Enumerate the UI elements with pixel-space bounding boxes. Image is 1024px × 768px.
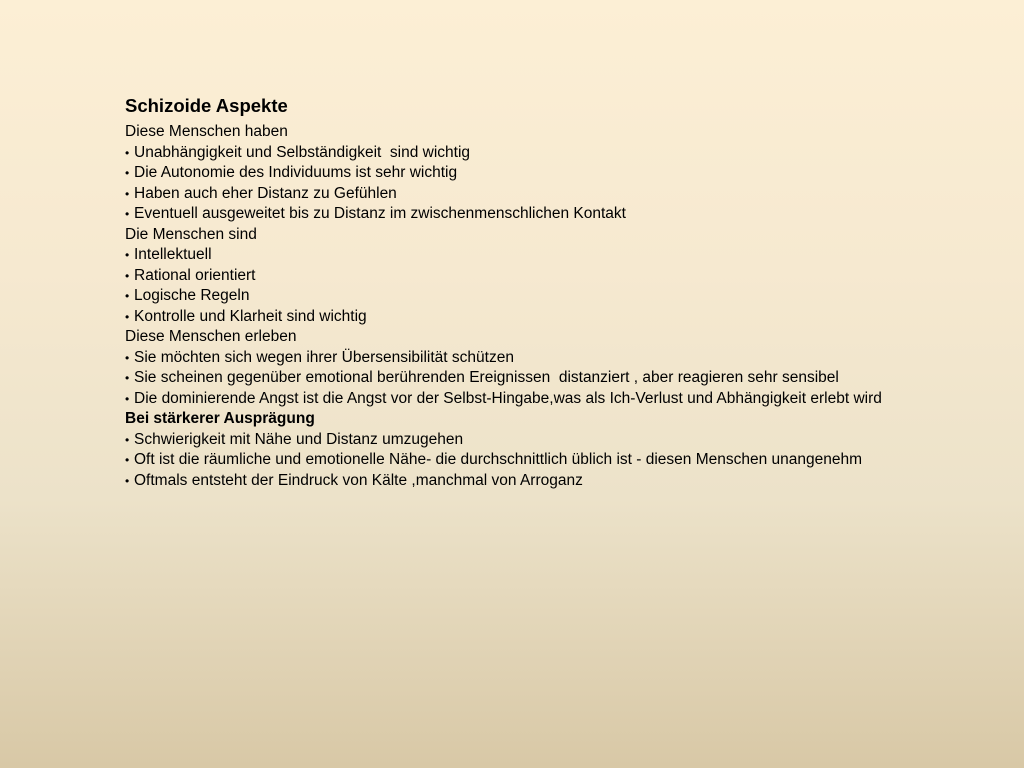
slide-title: Schizoide Aspekte <box>125 95 288 116</box>
bullet-icon: • <box>125 350 130 365</box>
section-label: Diese Menschen haben <box>125 123 288 140</box>
bullet-item <box>125 204 985 225</box>
bullet-text: Schwierigkeit mit Nähe und Distanz umzugehen <box>134 430 464 448</box>
section-heading: Bei stärkerer Ausprägung <box>125 410 315 427</box>
bullet-item <box>125 348 985 369</box>
section-label: Diese Menschen erleben <box>125 328 297 345</box>
bullet-item <box>125 307 985 328</box>
content-lines <box>125 122 985 491</box>
bullet-icon: • <box>125 289 130 303</box>
bullet-text: Sie möchten sich wegen ihrer Übersensibilität schützen <box>134 348 514 366</box>
bullet-item <box>125 163 985 184</box>
bullet-text: Oftmals entsteht der Eindruck von Kälte ,manchmal von Arroganz <box>134 471 583 489</box>
bullet-icon: • <box>125 309 130 324</box>
bullet-item <box>125 389 985 410</box>
bullet-text: Eventuell ausgeweitet bis zu Distanz im zwischenmenschlichen Kontakt <box>134 205 626 222</box>
bullet-icon: • <box>125 186 130 201</box>
bullet-icon: • <box>125 207 130 221</box>
bullet-icon: • <box>125 391 130 406</box>
bullet-item <box>125 471 985 492</box>
bullet-item <box>125 368 985 389</box>
bullet-icon: • <box>125 473 130 488</box>
section-label: Die Menschen sind <box>125 225 257 243</box>
bullet-text: Die dominierende Angst ist die Angst vor der Selbst-Hingabe,was als Ich-Verlust und Abhängigkeit erlebt wird <box>134 389 882 407</box>
bullet-item <box>125 286 985 307</box>
bullet-text: Haben auch eher Distanz zu Gefühlen <box>134 184 397 202</box>
bullet-text: Kontrolle und Klarheit sind wichtig <box>134 307 367 325</box>
bullet-text: Sie scheinen gegenüber emotional berührenden Ereignissen distanziert , aber reagieren sehr sensibel <box>134 369 839 386</box>
bullet-item <box>125 245 985 266</box>
bullet-icon: • <box>125 453 130 467</box>
bullet-text: Logische Regeln <box>134 287 250 304</box>
bullet-text: Intellektuell <box>134 246 212 263</box>
bullet-text: Die Autonomie des Individuums ist sehr wichtig <box>134 164 458 181</box>
bullet-text: Oft ist die räumliche und emotionelle Nähe- die durchschnittlich üblich ist - diesen Menschen unangenehm <box>134 451 863 468</box>
bullet-item <box>125 430 985 451</box>
bullet-icon: • <box>125 268 130 283</box>
bullet-item <box>125 450 985 471</box>
bullet-item <box>125 266 985 287</box>
bullet-text: Rational orientiert <box>134 266 256 284</box>
bullet-item <box>125 143 985 164</box>
slide-content <box>125 94 985 491</box>
bullet-icon: • <box>125 371 130 385</box>
bullet-item <box>125 184 985 205</box>
bullet-icon: • <box>125 166 130 180</box>
bullet-icon: • <box>125 145 130 160</box>
bullet-icon: • <box>125 248 130 262</box>
bullet-icon: • <box>125 432 130 447</box>
bullet-text: Unabhängigkeit und Selbständigkeit sind wichtig <box>134 143 471 161</box>
